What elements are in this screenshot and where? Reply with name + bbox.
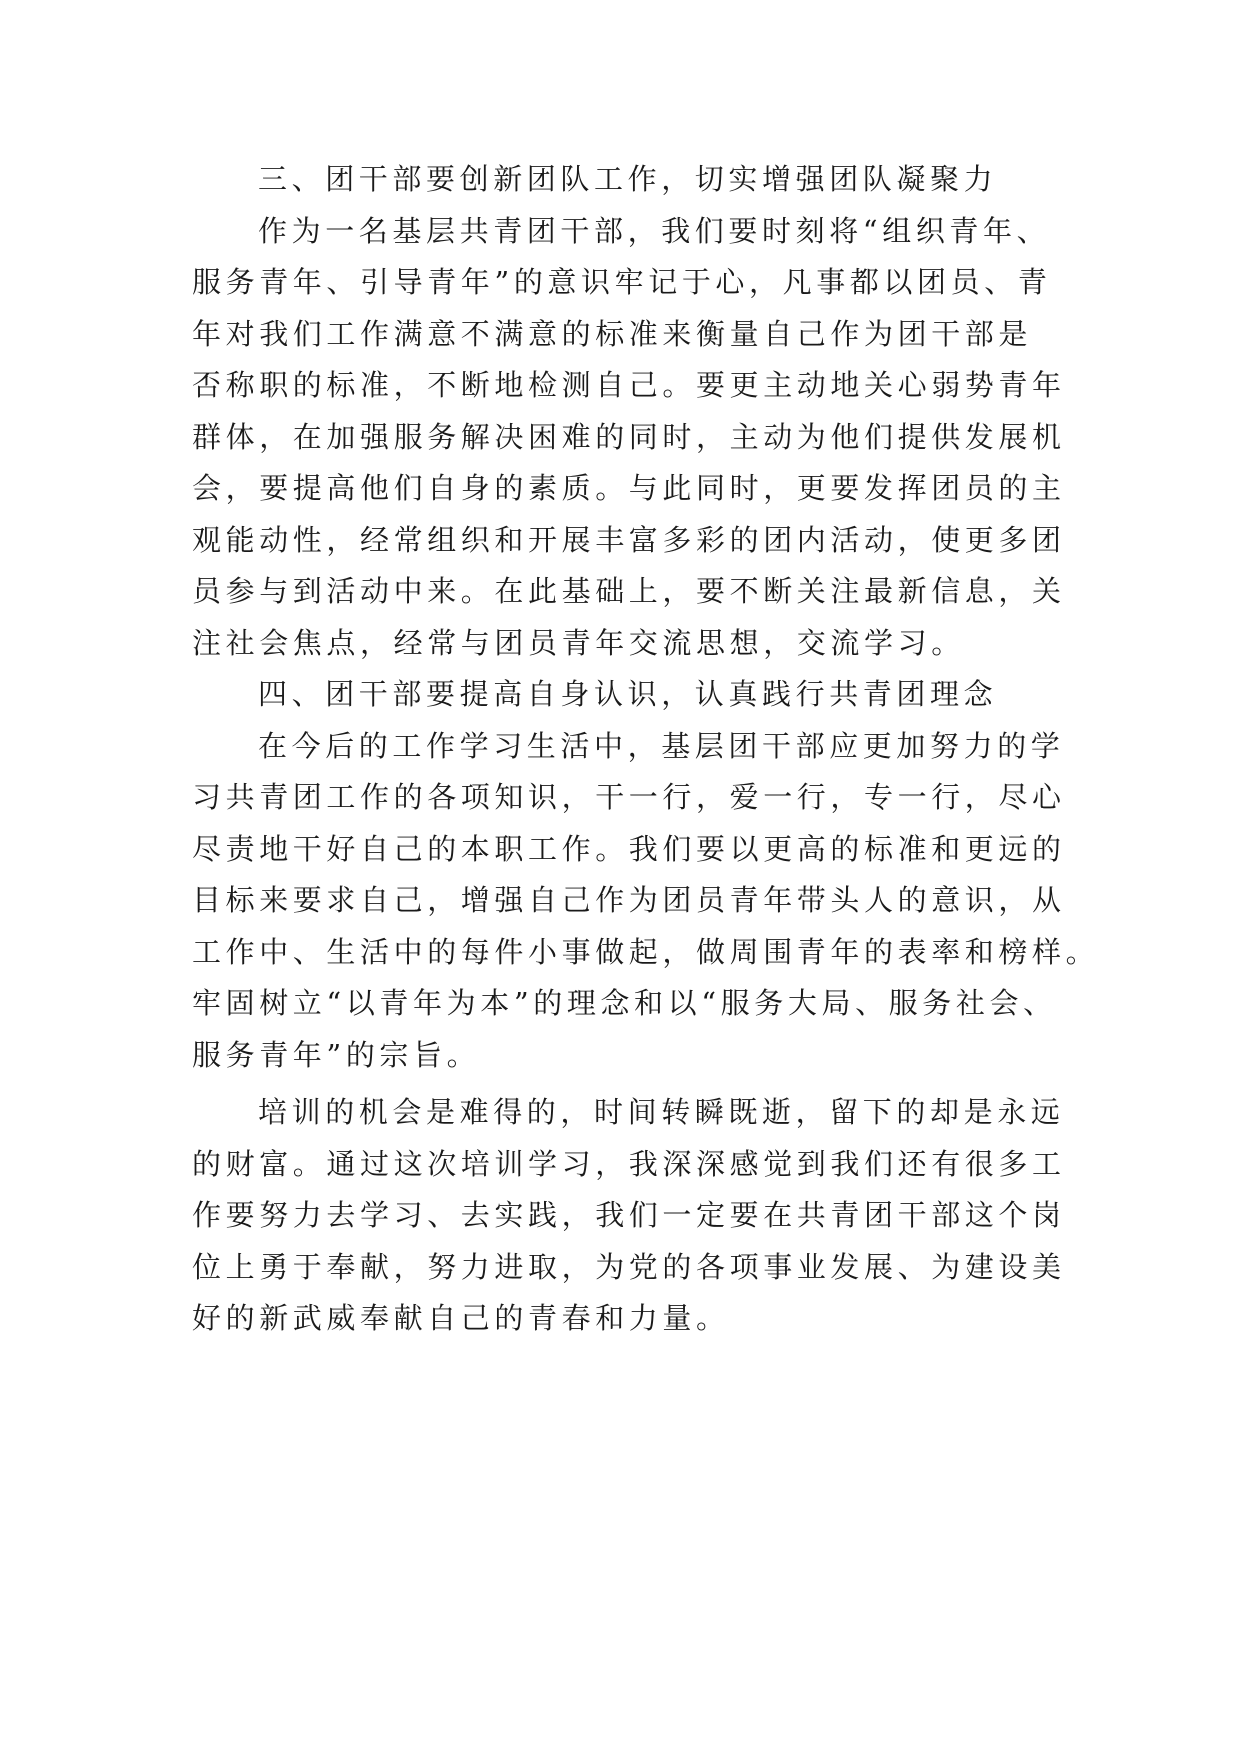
paragraph-line: 位上勇于奉献，努力进取，为党的各项事业发展、为建设美 <box>192 1249 1066 1284</box>
paragraph-line: 服务青年、引导青年”的意识牢记于心，凡事都以团员、青 <box>192 265 1052 299</box>
paragraph-line: 习共青团工作的各项知识，干一行，爱一行，专一行，尽心 <box>192 780 1066 814</box>
paragraph-line: 观能动性，经常组织和开展丰富多彩的团内活动，使更多团 <box>192 522 1066 557</box>
paragraph-line: 尽责地干好自己的本职工作。我们要以更高的标准和更远的 <box>192 831 1066 866</box>
section-heading: 四、团干部要提高自身认识，认真践行共青团理念 <box>258 677 998 711</box>
paragraph-line: 服务青年”的宗旨。 <box>192 1037 481 1072</box>
paragraph-line: 的财富。通过这次培训学习，我深深感觉到我们还有很多工 <box>192 1146 1066 1181</box>
paragraph-line: 注社会焦点，经常与团员青年交流思想，交流学习。 <box>192 625 965 660</box>
paragraph-line: 否称职的标准，不断地检测自己。要更主动地关心弱势青年 <box>192 368 1066 402</box>
paragraph-line: 好的新武威奉献自己的青春和力量。 <box>192 1301 730 1335</box>
paragraph-line: 作要努力去学习、去实践，我们一定要在共青团干部这个岗 <box>192 1198 1066 1232</box>
section-heading: 三、团干部要创新团队工作，切实增强团队凝聚力 <box>258 162 998 196</box>
paragraph-line: 作为一名基层共青团干部，我们要时刻将“组织青年、 <box>258 213 1051 248</box>
paragraph-line: 牢固树立“以青年为本”的理念和以“服务大局、服务社会、 <box>192 986 1057 1020</box>
paragraph-line: 工作中、生活中的每件小事做起，做周围青年的表率和榜样。 <box>192 934 1100 969</box>
paragraph-line: 会，要提高他们自身的素质。与此同时，更要发挥团员的主 <box>192 471 1066 505</box>
paragraph-line: 在今后的工作学习生活中，基层团干部应更加努力的学 <box>258 728 1065 763</box>
paragraph-line: 年对我们工作满意不满意的标准来衡量自己作为团干部是 <box>192 316 1033 351</box>
document-body <box>192 154 1100 1345</box>
paragraph-line: 群体，在加强服务解决困难的同时，主动为他们提供发展机 <box>192 419 1066 454</box>
paragraph-line: 员参与到活动中来。在此基础上，要不断关注最新信息，关 <box>192 574 1066 608</box>
paragraph-line: 培训的机会是难得的，时间转瞬既逝，留下的却是永远 <box>258 1095 1065 1129</box>
paragraph-line: 目标来要求自己，增强自己作为团员青年带头人的意识，从 <box>192 883 1066 917</box>
